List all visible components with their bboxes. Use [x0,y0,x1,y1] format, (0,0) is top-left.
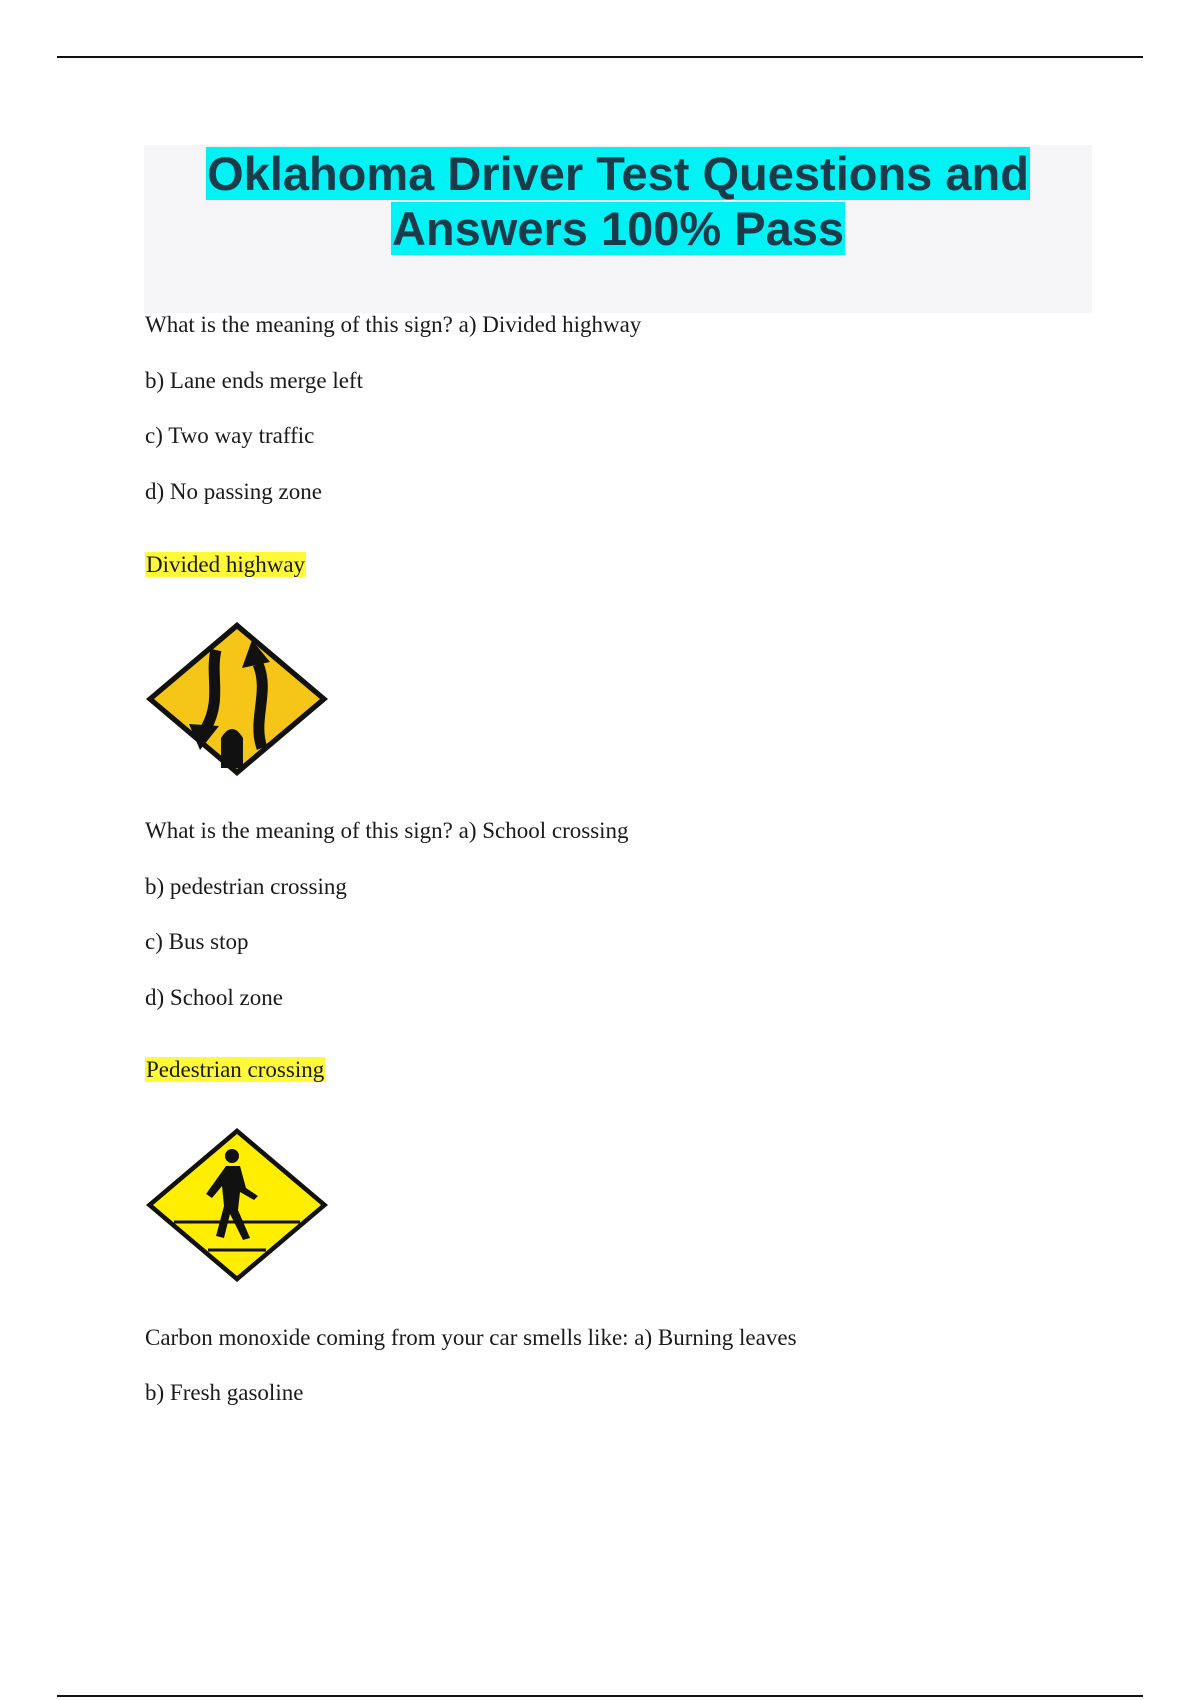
answer-line [145,1056,325,1084]
question-text: What is the meaning of this sign? a) Divided highway [145,312,642,337]
option-d: d) No passing zone [145,479,322,504]
bottom-rule [57,1695,1143,1697]
option-d: d) School zone [145,985,283,1010]
title-block [144,145,1092,313]
answer-highlight: Pedestrian crossing [146,1057,325,1082]
option-b: b) pedestrian crossing [145,874,347,899]
option-c: c) Two way traffic [145,423,315,448]
option-b: b) Fresh gasoline [145,1380,304,1405]
option-c: c) Bus stop [145,929,249,954]
question-text: What is the meaning of this sign? a) School crossing [145,818,629,843]
option-b: b) Lane ends merge left [145,368,363,393]
top-rule [57,56,1143,58]
title-highlight: Oklahoma Driver Test Questions and Answers 100% Pass [207,147,1029,255]
pedestrian-crossing-sign-icon [144,1126,330,1284]
divided-highway-sign-icon [144,620,330,778]
document-title [144,145,1092,256]
answer-highlight: Divided highway [146,552,306,577]
question-text: Carbon monoxide coming from your car smells like: a) Burning leaves [145,1325,797,1350]
answer-line [145,551,306,579]
